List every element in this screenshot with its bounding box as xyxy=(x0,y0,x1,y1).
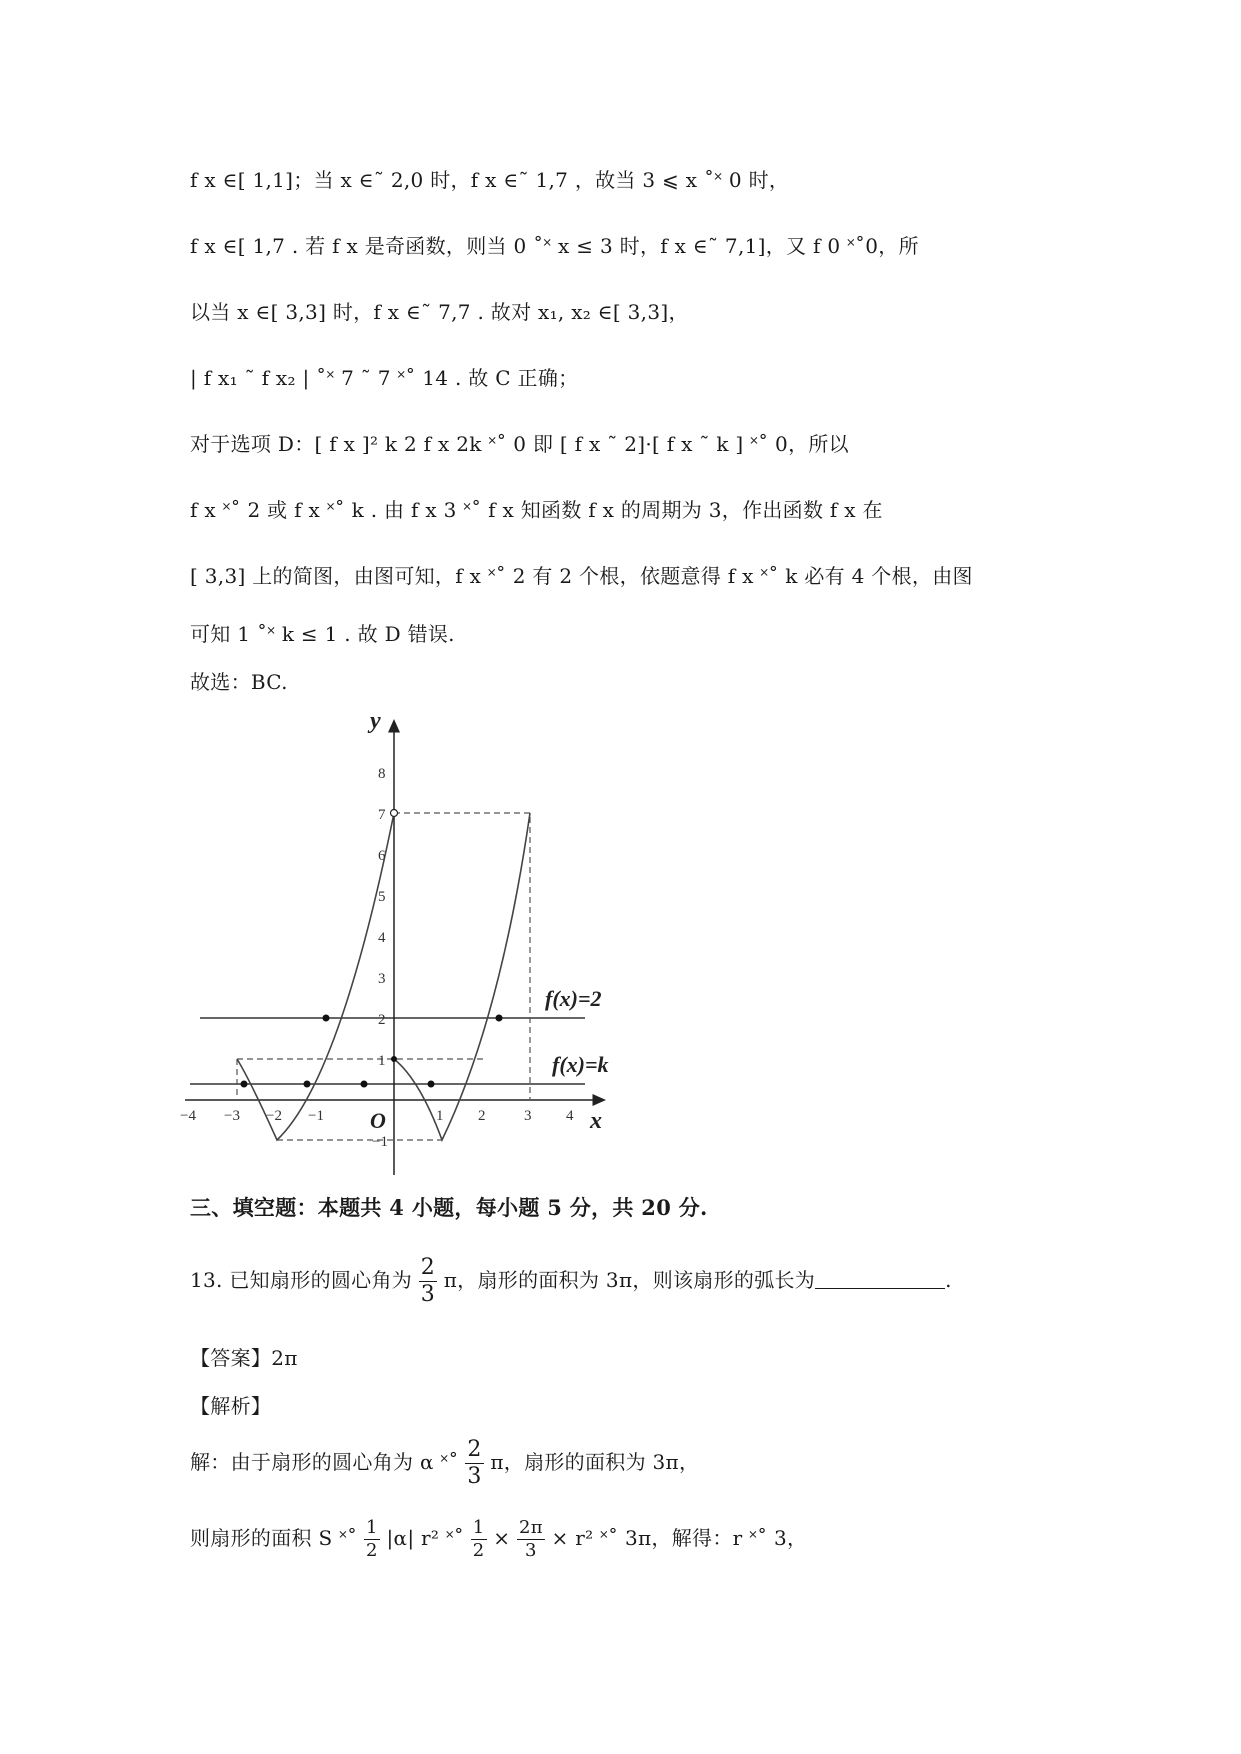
q13-end: . xyxy=(945,1268,952,1292)
analysis-title: 【解析】 xyxy=(190,1394,272,1418)
sol1-after: π，扇形的面积为 3π， xyxy=(490,1450,700,1474)
y-tick-8: 8 xyxy=(378,766,386,782)
sol1-frac-num: 2 xyxy=(467,1437,482,1462)
sol1-prefix: 解：由于扇形的圆心角为 α ˟˚ xyxy=(190,1450,459,1474)
x-tick-neg2: −2 xyxy=(266,1108,282,1124)
y-tick-3: 3 xyxy=(378,971,386,987)
text-line-6: f x ˟˚ 2 或 f x ˟˚ k . 由 f x 3 ˟˚ f x 知函数 f x 的周期为 3，作出函数 f x 在 xyxy=(190,498,883,522)
x-tick-2: 2 xyxy=(478,1108,486,1124)
origin-label: O xyxy=(370,1108,386,1133)
sol2-fraction-3 xyxy=(517,1517,545,1562)
y-tick-5: 5 xyxy=(378,889,386,905)
y-axis-label: y xyxy=(370,708,381,734)
intersection-points xyxy=(241,1015,503,1088)
y-tick-neg1: −1 xyxy=(372,1134,388,1150)
solution-line-2 xyxy=(190,1508,807,1568)
sol2-fraction-2 xyxy=(471,1517,487,1562)
x-axis-label: x xyxy=(590,1108,602,1134)
sol2-fraction-1 xyxy=(364,1517,380,1562)
text-line-5: 对于选项 D：[ f x ]² k 2 f x 2k ˟˚ 0 即 [ f x ˜ 2]·[ f x ˜ k ] ˟˚ 0，所以 xyxy=(190,432,849,456)
question-13 xyxy=(190,1250,952,1310)
q13-after-frac: π，扇形的面积为 3π，则该扇形的弧长为 xyxy=(443,1268,816,1292)
open-point-top xyxy=(391,810,398,817)
x-tick-4: 4 xyxy=(566,1108,574,1124)
y-tick-1: 1 xyxy=(378,1053,386,1069)
q13-frac-den: 3 xyxy=(420,1282,436,1307)
sol2-prefix: 则扇形的面积 S ˟˚ xyxy=(190,1526,358,1550)
sol2-f1-den: 2 xyxy=(366,1540,378,1561)
x-tick-1: 1 xyxy=(436,1108,444,1124)
q13-fraction xyxy=(419,1255,437,1308)
y-tick-7: 7 xyxy=(378,807,386,823)
sol1-fraction xyxy=(465,1437,483,1490)
x-tick-3: 3 xyxy=(524,1108,532,1124)
answer-line: 【答案】2π xyxy=(190,1346,298,1370)
q13-frac-num: 2 xyxy=(420,1255,436,1280)
sol2-f3-den: 3 xyxy=(525,1540,537,1561)
sol2-after: × r² ˟˚ 3π，解得：r ˟˚ 3， xyxy=(551,1526,808,1550)
sol2-f3-num: 2π xyxy=(518,1517,543,1538)
function-graph xyxy=(180,700,620,1180)
sol2-f2-den: 2 xyxy=(472,1540,485,1561)
text-line-9: 故选：BC. xyxy=(190,670,288,694)
section-heading: 三、填空题：本题共 4 小题，每小题 5 分，共 20 分. xyxy=(190,1195,708,1220)
sol2-f1-num: 1 xyxy=(366,1517,378,1538)
sol1-frac-den: 3 xyxy=(467,1464,482,1489)
text-line-1: f x ∈[ 1,1]；当 x ∈˜ 2,0 时，f x ∈˜ 1,7 ，故当 3 ⩽ x ˚˟ 0 时， xyxy=(190,168,790,192)
y-tick-6: 6 xyxy=(378,848,386,864)
x-tick-neg4: −4 xyxy=(180,1108,196,1124)
sol2-mid2: × xyxy=(493,1526,511,1550)
y-tick-4: 4 xyxy=(378,930,386,946)
text-line-2: f x ∈[ 1,7 . 若 f x 是奇函数，则当 0 ˚˟ x ≤ 3 时，f x ∈˜ 7,1]，又 f 0 ˟˚0，所 xyxy=(190,234,919,258)
x-tick-neg1: −1 xyxy=(308,1108,324,1124)
answer-blank xyxy=(815,1268,945,1289)
y-tick-2: 2 xyxy=(378,1012,386,1028)
sol2-mid1: |α| r² ˟˚ xyxy=(386,1526,465,1550)
solution-line-1 xyxy=(190,1432,699,1492)
text-line-4: | f x₁ ˜ f x₂ | ˚˟ 7 ˜ 7 ˟˚ 14 . 故 C 正确； xyxy=(190,366,579,390)
x-tick-neg3: −3 xyxy=(224,1108,240,1124)
sol2-f2-num: 1 xyxy=(472,1517,485,1538)
text-line-7: [ 3,3] 上的简图，由图可知，f x ˟˚ 2 有 2 个根，依题意得 f x ˟˚ k 必有 4 个根，由图 xyxy=(190,564,973,588)
text-line-8: 可知 1 ˚˟ k ≤ 1 . 故 D 错误. xyxy=(190,622,455,646)
text-line-3: 以当 x ∈[ 3,3] 时，f x ∈˜ 7,7 . 故对 x₁, x₂ ∈[ 3,3]， xyxy=(190,300,689,324)
label-f-equals-k: f(x)=k xyxy=(552,1052,609,1077)
label-f-equals-2: f(x)=2 xyxy=(545,986,602,1011)
q13-prefix: 13. 已知扇形的圆心角为 xyxy=(190,1268,413,1292)
